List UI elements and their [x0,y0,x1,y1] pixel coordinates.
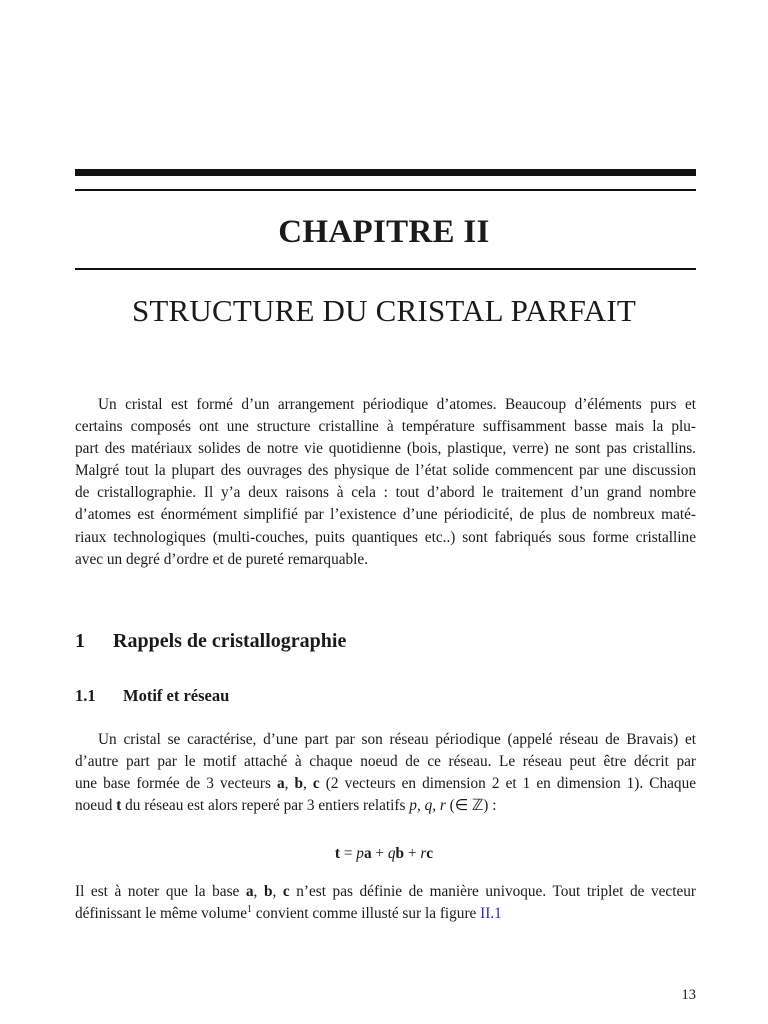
eq-r: r [420,845,427,862]
chapter-label: CHAPITRE II [278,214,490,250]
motif-line-1: Un cristal se caractérise, d’une part par son réseau périodique (appelé réseau de Bravais) et [98,731,696,748]
intro-paragraph [75,394,696,571]
comma: , [253,883,258,900]
section-heading [75,630,346,653]
motif-line-3-text: une base formée de 3 vecteurs [75,775,277,793]
intro-line-8: avec un degré d’ordre et de pureté remarquable. [75,550,369,568]
after-line-2-text-mid: convient comme illusté sur la figure [252,905,481,923]
after-line-1-text-end: n’est pas définie de manière univoque. Tout triplet de vecteur [289,883,696,900]
figure-reference-link[interactable]: II.1 [480,905,502,923]
eq-p: p [356,845,364,862]
motif-line-3 [75,773,696,795]
intro-line-6: d’atomes est énormément simplifié par l’existence d’une périodicité, de plus de nombreux maté- [75,506,696,524]
lattice-vector-equation [0,845,768,863]
chapter-top-thin-rule [75,189,696,191]
section-title: Rappels de cristallographie [113,630,347,652]
vector-c: c [282,883,290,900]
section-number: 1 [75,630,85,652]
eq-q: q [387,845,396,862]
after-line-1 [75,881,696,903]
after-line-2-text: définissant le même volume [75,905,248,923]
chapter-top-thick-rule [75,169,696,176]
intro-line-1: Un cristal est formé d’un arrangement périodique d’atomes. Beaucoup d’éléments purs et [98,396,696,413]
after-line-1-text: Il est à noter que la base [75,883,246,900]
comma: , [303,775,307,793]
vector-b: b [263,883,273,900]
vector-b: b [294,775,304,793]
subsection-number: 1.1 [75,686,96,705]
eq-vector-t: t [334,845,341,862]
vector-t: t [116,797,122,815]
intro-line-4: Malgré tout la plupart des ouvrages des physique de l’état solide commencent par une discussion [75,462,696,480]
subsection-heading [75,686,229,706]
vector-a: a [276,775,285,793]
eq-plus: + [371,845,388,862]
eq-equals: = [340,845,357,862]
eq-vector-c: c [426,845,434,862]
after-line-2 [75,903,696,925]
vector-a: a [245,883,254,900]
motif-paragraph [75,729,696,817]
chapter-title: STRUCTURE DU CRISTAL PARFAIT [131,293,637,328]
intro-line-3: part des matériaux solides de notre vie quotidienne (bois, plastique, verre) ne sont pas cristallins. [75,440,696,458]
page-number: 13 [681,987,696,1003]
after-equation-paragraph [75,881,696,925]
eq-vector-a: a [363,845,372,862]
motif-line-4 [75,795,696,817]
footnote-marker[interactable]: 1 [247,904,253,916]
chapter-divider-rule [75,268,696,270]
intro-line-7: riaux technologiques (multi-couches, puits quantiques etc..) sont fabriqués sous forme cristalline [75,528,696,546]
motif-line-4-text-mid: du réseau est alors reperé par 3 entiers relatifs [121,797,410,815]
comma: , [284,775,289,793]
motif-line-4-text: noeud [75,797,117,815]
motif-line-4-text-end: (∈ ℤ) : [445,797,497,815]
intro-line-5: de cristallographie. Il y’a deux raisons à cela : tout d’abord le traitement d’un grand nombre [75,484,696,502]
integers-pqr: p, q, r [409,797,446,815]
eq-vector-b: b [395,845,405,862]
subsection-title: Motif et réseau [123,686,230,705]
intro-line-2: certains composés ont une structure cristalline à température suffisamment basse mais la plu- [75,418,696,436]
motif-line-3-text-end: (2 vecteurs en dimension 2 et 1 en dimension 1). Chaque [319,775,697,793]
comma: , [272,883,277,900]
motif-line-2: d’autre part par le motif attaché à chaque noeud de ce réseau. Le réseau peut être décrit par [75,753,696,771]
vector-c: c [312,775,320,793]
eq-plus: + [404,845,421,862]
